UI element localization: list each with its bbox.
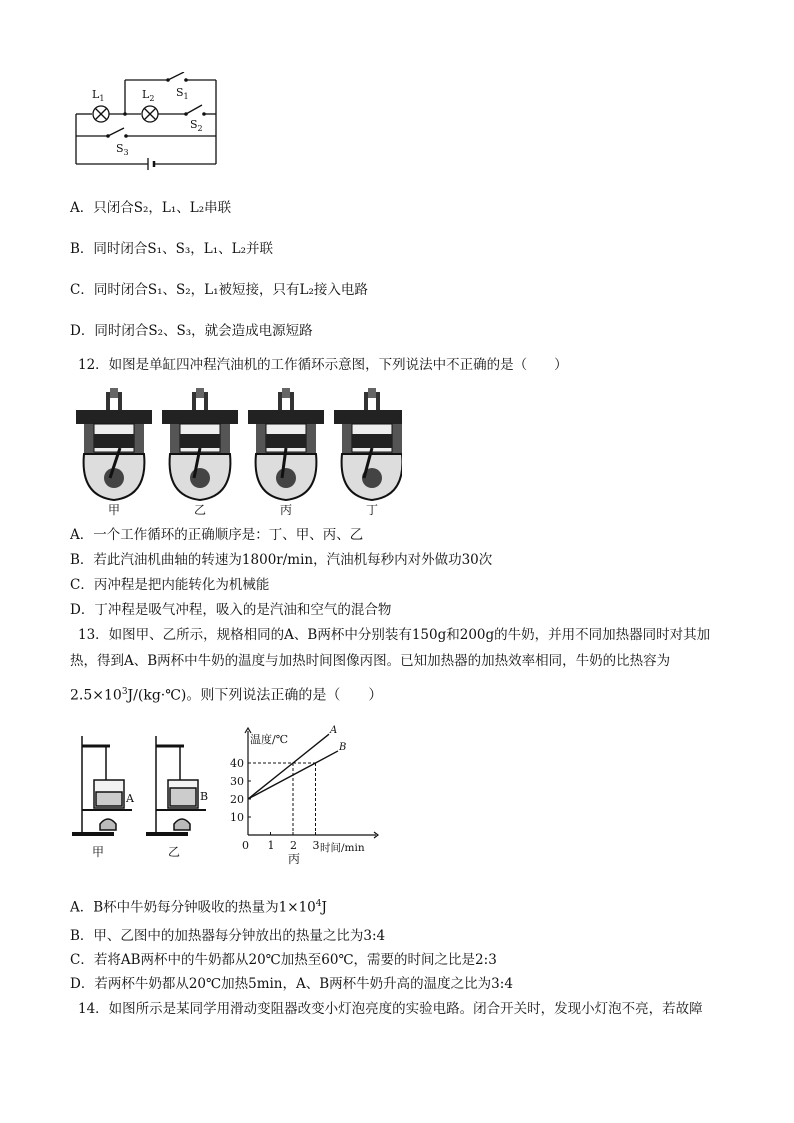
q13-stem-line1: 13．如图甲、乙所示，规格相同的A、B两杯中分别装有150g和200g的牛奶，并用不同加热器同时对其加 [78, 627, 711, 643]
label-s3: $S_3$ [116, 142, 129, 157]
heating-apparatus-figure [70, 730, 230, 870]
x-tick-label-2: 2 [290, 839, 297, 852]
series-line-B [248, 751, 338, 799]
beaker-label-a: A [126, 792, 134, 805]
figure-label-jia: 甲 [92, 845, 105, 859]
q13-option-b: B．甲、乙图中的加热器每分钟放出的热量之比为3:4 [70, 928, 386, 944]
engine-label-jia: 甲 [108, 503, 121, 517]
series-label-A: A [330, 725, 338, 737]
q14-stem: 14．如图所示是某同学用滑动变阻器改变小灯泡亮度的实验电路。闭合开关时，发现小灯泡不亮，若故障 [78, 1001, 703, 1017]
chart-ylabel: 温度/℃ [250, 733, 289, 746]
engine-label-yi: 乙 [194, 503, 207, 517]
q12-stem: 12．如图是单缸四冲程汽油机的工作循环示意图，下列说法中不正确的是（ ） [78, 357, 568, 373]
q13-option-a: A．B杯中牛奶每分钟吸收的热量为$1\times 10^4J$ [70, 899, 327, 916]
q13-option-d: D．若两杯牛奶都从20℃加热5min，A、B两杯牛奶升高的温度之比为3:4 [70, 976, 513, 992]
chart-xlabel: 时间/min [320, 842, 365, 854]
y-tick-label-30: 30 [230, 775, 244, 788]
circuit-diagram [68, 72, 228, 176]
series-label-B: B [339, 741, 347, 753]
engine-label-ding: 丁 [366, 503, 379, 517]
q11-option-a: A．只闭合S₂，L₁、L₂串联 [70, 200, 232, 216]
engine-strokes-figure [72, 382, 402, 518]
label-l2: $L_2$ [142, 88, 155, 103]
x-tick-label-0: 0 [242, 839, 249, 852]
q11-option-c: C．同时闭合S₁、S₂，L₁被短接，只有L₂接入电路 [70, 282, 368, 298]
q12-option-b: B．若此汽油机曲轴的转速为1800r/min，汽油机每秒内对外做功30次 [70, 552, 493, 568]
q13-stem-line3: $2.5\times 10^3J/(kg\cdot℃)$。则下列说法正确的是（ ） [70, 687, 383, 704]
figure-label-yi: 乙 [168, 845, 181, 859]
q13-option-c: C．若将AB两杯中的牛奶都从20℃加热至60℃，需要的时间之比是2:3 [70, 952, 497, 968]
engine-label-bing: 丙 [280, 503, 293, 517]
y-tick-label-20: 20 [230, 793, 244, 806]
label-l1: $L_1$ [92, 88, 105, 103]
q13-stem-line2: 热，得到A、B两杯中牛奶的温度与加热时间图像丙图。已知加热器的加热效率相同，牛奶的比热容为 [70, 653, 671, 669]
q12-option-d: D．丁冲程是吸气冲程，吸入的是汽油和空气的混合物 [70, 602, 392, 618]
y-tick-label-40: 40 [230, 757, 244, 770]
chart-caption-bing: 丙 [288, 852, 301, 866]
q11-option-b: B．同时闭合S₁、S₃，L₁、L₂并联 [70, 241, 273, 257]
temperature-time-chart [228, 725, 388, 867]
q12-option-c: C．丙冲程是把内能转化为机械能 [70, 577, 270, 593]
beaker-label-b: B [200, 790, 209, 803]
label-s1: $S_1$ [176, 86, 189, 101]
x-tick-label-1: 1 [267, 839, 275, 852]
y-tick-label-10: 10 [230, 811, 244, 824]
label-s2: $S_2$ [190, 118, 203, 133]
q12-option-a: A．一个工作循环的正确顺序是：丁、甲、丙、乙 [70, 527, 364, 543]
x-tick-label-3: 3 [312, 839, 320, 852]
q11-option-d: D．同时闭合S₂、S₃，就会造成电源短路 [70, 323, 313, 339]
